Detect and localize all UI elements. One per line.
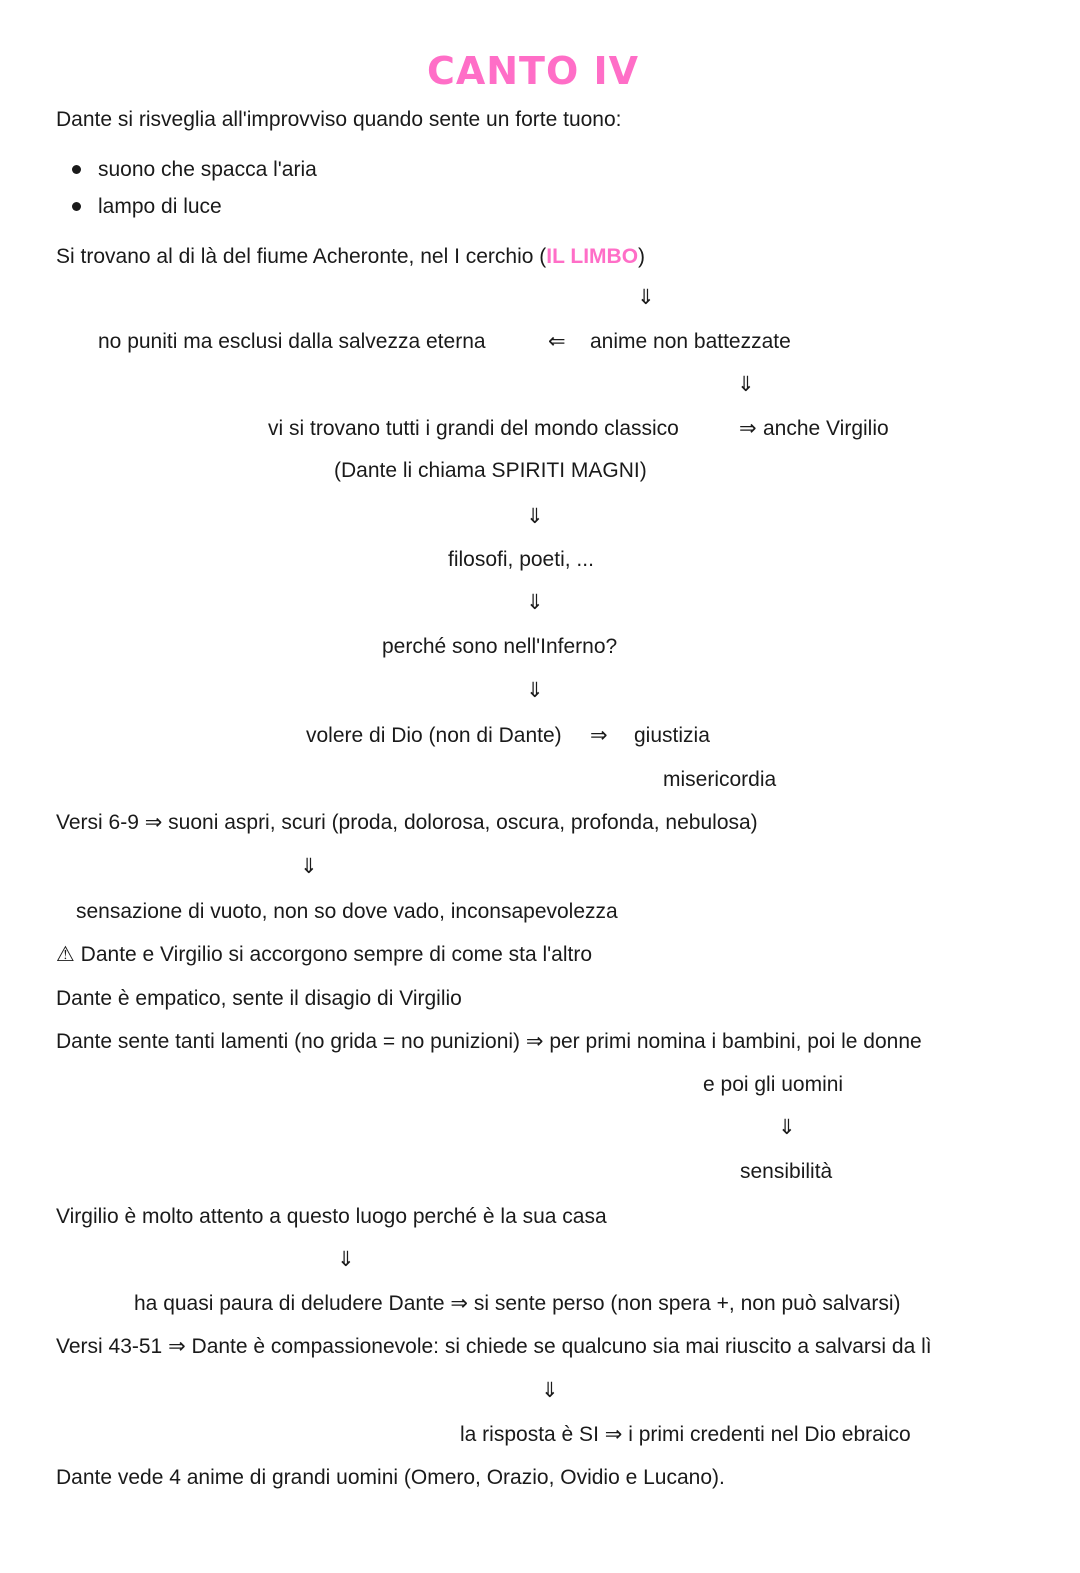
down-arrow: ⇓ <box>526 590 544 614</box>
warning-text: Dante e Virgilio si accorgono sempre di come sta l'altro <box>80 943 593 966</box>
right-arrow: ⇒ <box>450 1291 469 1315</box>
laments-order: per primi nomina i bambini, poi le donne <box>549 1030 922 1053</box>
limbo-highlight: IL LIMBO <box>546 245 639 268</box>
verses-text: Dante è compassionevole: si chiede se qualcuno sia mai riuscito a salvarsi da lì <box>191 1335 932 1358</box>
spiriti-magni: (Dante li chiama SPIRITI MAGNI) <box>334 459 647 482</box>
limbo-close: ) <box>638 245 646 268</box>
four-souls: Dante vede 4 anime di grandi uomini (Omero, Orazio, Ovidio e Lucano). <box>56 1466 725 1489</box>
fear-lost: si sente perso (non spera +, non può salvarsi) <box>473 1292 901 1315</box>
left-arrow: ⇐ <box>548 329 566 353</box>
emptiness: sensazione di vuoto, non so dove vado, inconsapevolezza <box>76 900 618 923</box>
sensibility: sensibilità <box>740 1160 833 1183</box>
verses-6-9 <box>56 812 758 833</box>
souls-excluded: no puniti ma esclusi dalla salvezza eterna <box>98 330 486 353</box>
down-arrow: ⇓ <box>526 678 544 702</box>
laments-text: Dante sente tanti lamenti (no grida = no punizioni) <box>56 1030 521 1053</box>
verses-label: Versi 6-9 <box>56 811 139 834</box>
right-arrow: ⇒ <box>525 1029 544 1053</box>
virgil-home: Virgilio è molto attento a questo luogo perché è la sua casa <box>56 1205 607 1228</box>
right-arrow: ⇒ <box>590 723 608 747</box>
fear-text: ha quasi paura di deludere Dante <box>134 1292 445 1315</box>
verses-43-51 <box>56 1336 932 1357</box>
down-arrow: ⇓ <box>526 504 544 528</box>
answer-text: la risposta è SI <box>460 1423 599 1446</box>
right-arrow: ⇒ <box>604 1422 623 1446</box>
list-item: lampo di luce <box>98 195 222 218</box>
fear-line <box>134 1293 901 1314</box>
page-title: CANTO IV <box>426 49 640 93</box>
right-arrow: ⇒ <box>144 810 163 834</box>
verses-text: suoni aspri, scuri (proda, dolorosa, oscura, profonda, nebulosa) <box>168 811 758 834</box>
justice: giustizia <box>634 724 710 747</box>
limbo-line <box>56 246 645 267</box>
will-of-god: volere di Dio (non di Dante) <box>306 724 562 747</box>
right-arrow: ⇒ <box>168 1334 186 1358</box>
answer-line <box>460 1424 911 1445</box>
verses-label: Versi 43-51 <box>56 1335 163 1358</box>
empathy: Dante è empatico, sente il disagio di Virgilio <box>56 987 462 1010</box>
bullet-dot <box>72 202 81 211</box>
warning-note <box>56 944 592 965</box>
bullet-dot <box>72 165 81 174</box>
down-arrow: ⇓ <box>778 1115 796 1139</box>
why-question: perché sono nell'Inferno? <box>382 635 618 658</box>
limbo-text: Si trovano al di là del fiume Acheronte, nel I cerchio ( <box>56 245 547 268</box>
down-arrow: ⇓ <box>737 372 755 396</box>
right-arrow: ⇒ <box>739 416 757 440</box>
laments-line <box>56 1031 922 1052</box>
warning-icon: ⚠ <box>56 942 75 966</box>
laments-men: e poi gli uomini <box>703 1073 844 1096</box>
down-arrow: ⇓ <box>637 285 655 309</box>
intro-text: Dante si risveglia all'improvviso quando sente un forte tuono: <box>56 108 622 131</box>
down-arrow: ⇓ <box>300 854 318 878</box>
philosophers-poets: filosofi, poeti, ... <box>448 548 594 571</box>
list-item: suono che spacca l'aria <box>98 158 317 181</box>
answer-believers: i primi credenti nel Dio ebraico <box>628 1423 911 1446</box>
down-arrow: ⇓ <box>541 1378 559 1402</box>
souls-unbaptized: anime non battezzate <box>590 330 791 353</box>
classical-greats: vi si trovano tutti i grandi del mondo classico <box>268 417 679 440</box>
down-arrow: ⇓ <box>337 1247 355 1271</box>
mercy: misericordia <box>663 768 777 791</box>
virgil-too: anche Virgilio <box>763 417 889 440</box>
